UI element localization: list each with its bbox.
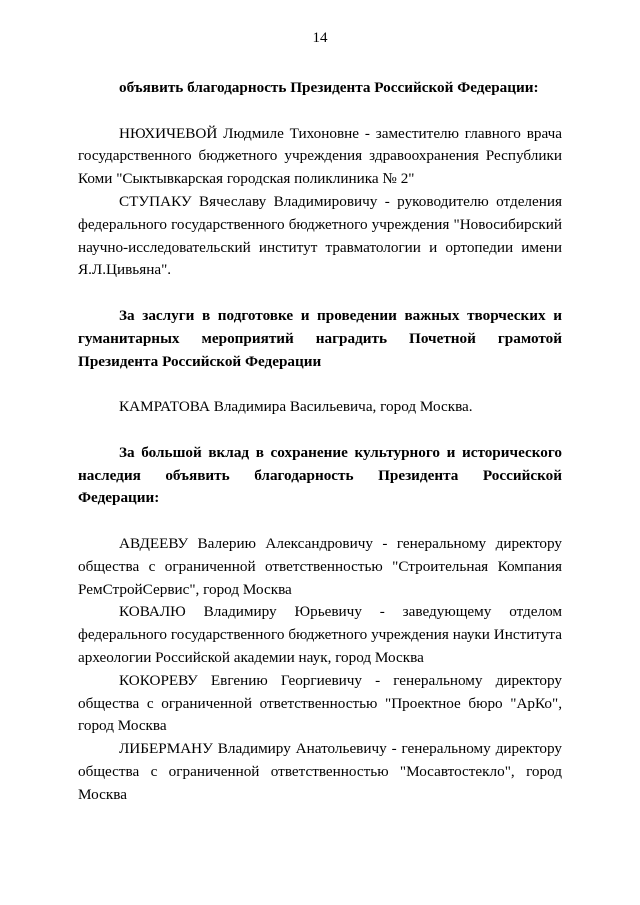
award-entry: НЮХИЧЕВОЙ Людмиле Тихоновне - заместителю главного врача государственного бюджетного учреждения здравоохранения Республики Коми "Сыктывкарская городская поликлиника № 2" <box>78 124 562 188</box>
award-entry: КАМРАТОВА Владимира Васильевича, город Москва. <box>119 398 473 416</box>
award-entry: СТУПАКУ Вячеславу Владимировичу - руководителю отделения федерального государственного бюджетного учреждения "Новосибирский научно-исследовательский институт травматологии и ортопедии имени Я.Л.Цивьяна". <box>78 192 562 279</box>
award-entry: АВДЕЕВУ Валерию Александровичу - генеральному директору общества с ограниченной ответственностью "Строительная Компания РемСтройСервис", город Москва <box>78 534 562 598</box>
spacer <box>78 510 562 533</box>
document-body <box>78 77 562 807</box>
spacer <box>78 373 562 396</box>
page-number: 14 <box>312 30 328 46</box>
section-heading-certificate: За заслуги в подготовке и проведении важных творческих и гуманитарных мероприятий наградить Почетной грамотой Президента Российской Федерации <box>78 306 562 370</box>
section-heading-gratitude: объявить благодарность Президента Российской Федерации: <box>119 79 539 96</box>
award-entry: КОВАЛЮ Владимиру Юрьевичу - заведующему отделом федерального государственного бюджетного учреждения науки Института археологии Российской академии наук, город Москва <box>78 603 562 666</box>
award-entry: ЛИБЕРМАНУ Владимиру Анатольевичу - генеральному директору общества с ограниченной ответственностью "Мосавтостекло", город Москва <box>78 740 562 803</box>
spacer <box>78 282 562 305</box>
spacer <box>78 100 562 123</box>
award-entry: КОКОРЕВУ Евгению Георгиевичу - генеральному директору общества с ограниченной ответственностью "Проектное бюро "АрКо", город Москва <box>78 671 562 735</box>
section-heading-heritage: За большой вклад в сохранение культурного и исторического наследия объявить благодарность Президента Российской Федерации: <box>78 443 562 507</box>
spacer <box>78 419 562 442</box>
